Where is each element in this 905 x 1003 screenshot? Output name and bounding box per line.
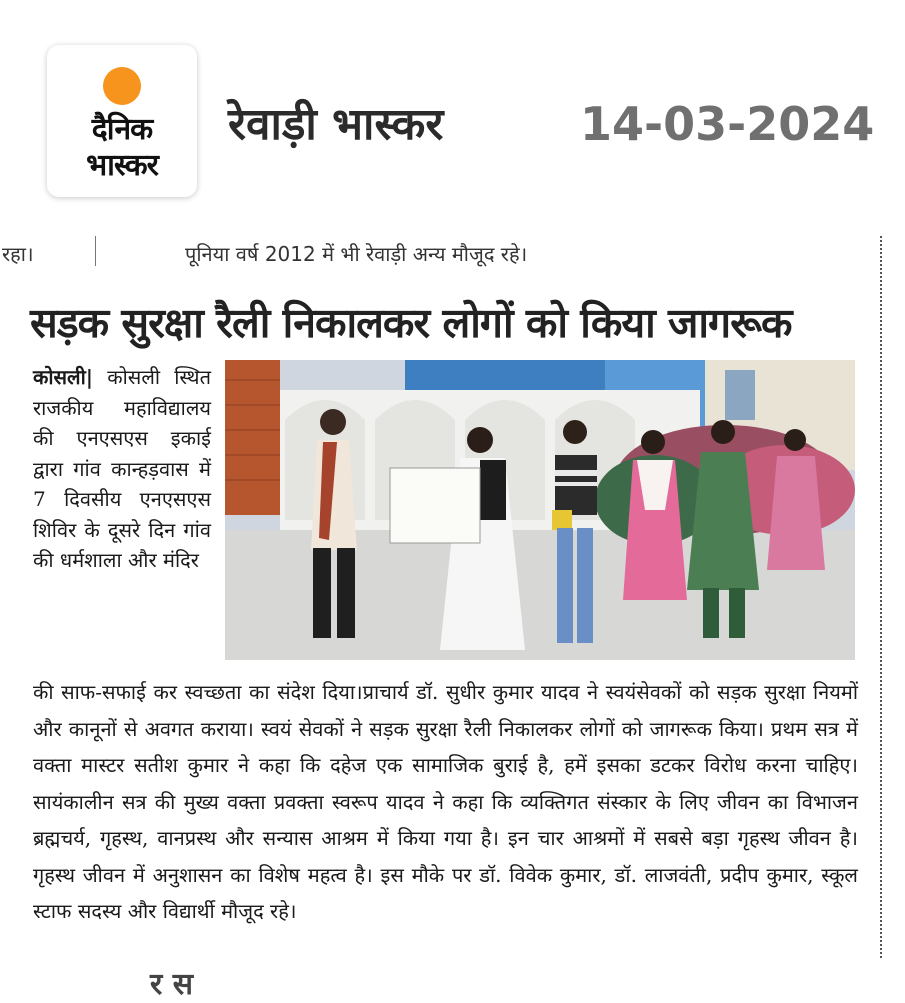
column-divider xyxy=(95,236,96,266)
article-intro-column xyxy=(33,362,211,576)
edition-title: रेवाड़ी भास्कर xyxy=(228,99,444,150)
article-body: की साफ-सफाई कर स्वच्छता का संदेश दिया।प्राचार्य डॉ. सुधीर कुमार यादव ने स्वयंसेवकों को सड़क सुरक्षा नियमों और कानूनों से अवगत कराया। स्वयं सेवकों ने सड़क सुरक्षा रैली निकालकर लोगों को जागरूक किया। प्रथम सत्र में वक्ता मास्टर सतीश कुमार ने कहा कि दहेज एक सामाजिक बुराई है, हमें इसका डटकर विरोध करना चाहिए। सायंकालीन सत्र की मुख्य वक्ता प्रवक्ता स्वरूप यादव ने कहा कि व्यक्तिगत संस्कार के लिए जीवन का विभाजन ब्रह्मचर्य, गृहस्थ, वानप्रस्थ और सन्यास आश्रम में किया गया है। इन चार आश्रमों में सबसे बड़ा गृहस्थ जीवन है। गृहस्थ जीवन में अनुशासन का विशेष महत्व है। इस मौके पर डॉ. विवेक कुमार, डॉ. लाजवंती, प्रदीप कुमार, स्कूल स्टाफ सदस्य और विद्यार्थी मौजूद रहे। xyxy=(33,680,858,923)
fragment-left: रहा। xyxy=(2,242,34,266)
fragment-right: पूनिया वर्ष 2012 में भी रेवाड़ी अन्य मौजूद रहे। xyxy=(185,242,528,266)
sun-icon xyxy=(103,67,141,105)
dainik-bhaskar-logo xyxy=(47,45,197,197)
article-headline: सड़क सुरक्षा रैली निकालकर लोगों को किया जागरूक xyxy=(30,299,792,347)
logo-text-line2: भास्कर xyxy=(86,148,158,183)
next-article-fragment: र स xyxy=(150,967,193,1002)
intro-text: कोसली स्थित राजकीय महाविद्यालय की एनएसएस इकाई द्वारा गांव कान्हड़वास में 7 दिवसीय एनएसएस शिविर के दूसरे दिन गांव की धर्मशाला और मंदिर xyxy=(33,365,211,572)
dotted-column-divider xyxy=(880,236,882,958)
publication-date: 14-03-2024 xyxy=(580,97,875,151)
logo-text-line1: दैनिक xyxy=(91,112,153,147)
rally-photo xyxy=(225,360,855,660)
dateline: कोसली| xyxy=(33,365,94,389)
previous-article-fragment xyxy=(0,232,880,268)
